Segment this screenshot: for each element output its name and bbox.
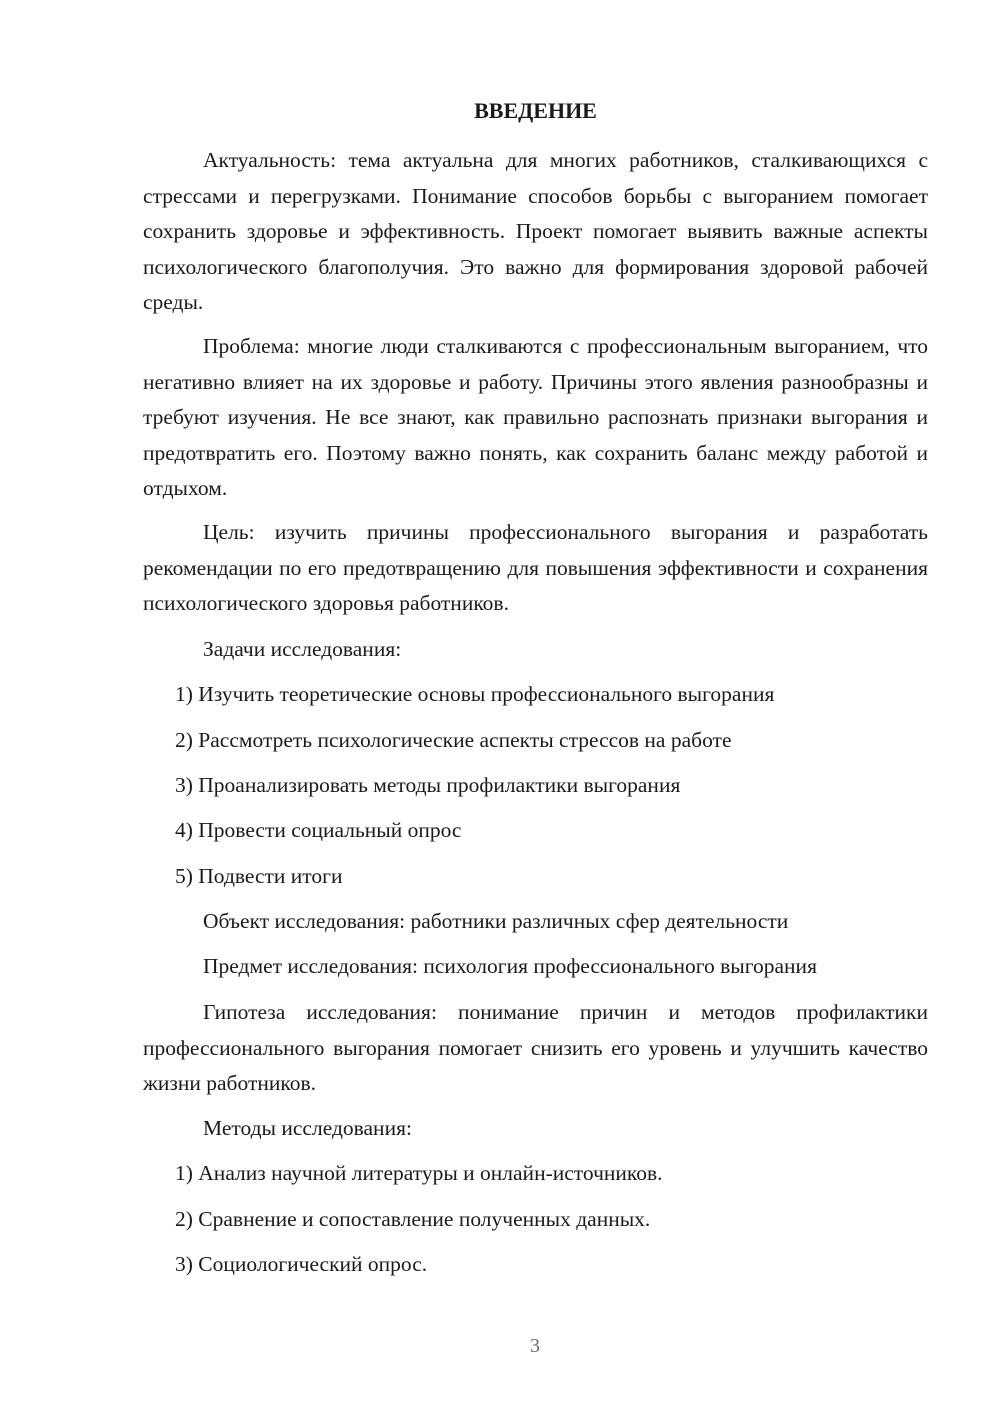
page-title: ВВЕДЕНИЕ bbox=[474, 98, 597, 123]
methods-heading: Методы исследования: bbox=[203, 1116, 412, 1140]
tasks-heading: Задачи исследования: bbox=[203, 637, 402, 661]
method-item: 3) Социологический опрос. bbox=[175, 1252, 428, 1276]
task-item: 1) Изучить теоретические основы профессионального выгорания bbox=[175, 682, 775, 706]
task-item: 2) Рассмотреть психологические аспекты стрессов на работе bbox=[175, 728, 732, 752]
relevance-paragraph: Актуальность: тема актуальна для многих работников, сталкивающихся с стрессами и перегрузками. Понимание способов борьбы с выгоранием помогает сохранить здоровье и эффективность. Проект помогает выявить важные аспекты психологического благополучия. Это важно для формирования здоровой рабочей среды. bbox=[143, 148, 928, 314]
method-item: 1) Анализ научной литературы и онлайн-источников. bbox=[175, 1161, 663, 1185]
goal-paragraph: Цель: изучить причины профессионального выгорания и разработать рекомендации по его предотвращению для повышения эффективности и сохранения психологического здоровья работников. bbox=[143, 520, 928, 615]
task-item: 4) Провести социальный опрос bbox=[175, 818, 462, 842]
task-item: 3) Проанализировать методы профилактики выгорания bbox=[175, 773, 681, 797]
page-number: 3 bbox=[530, 1335, 540, 1357]
hypothesis-paragraph: Гипотеза исследования: понимание причин и методов профилактики профессионального выгорания помогает снизить его уровень и улучшить качество жизни работников. bbox=[143, 1000, 928, 1095]
problem-paragraph: Проблема: многие люди сталкиваются с профессиональным выгоранием, что негативно влияет на их здоровье и работу. Причины этого явления разнообразны и требуют изучения. Не все знают, как правильно распознать признаки выгорания и предотвратить его. Поэтому важно понять, как сохранить баланс между работой и отдыхом. bbox=[143, 334, 928, 500]
object-line: Объект исследования: работники различных сфер деятельности bbox=[203, 909, 789, 933]
method-item: 2) Сравнение и сопоставление полученных данных. bbox=[175, 1207, 651, 1231]
task-item: 5) Подвести итоги bbox=[175, 864, 343, 888]
subject-line: Предмет исследования: психология профессионального выгорания bbox=[203, 954, 817, 978]
